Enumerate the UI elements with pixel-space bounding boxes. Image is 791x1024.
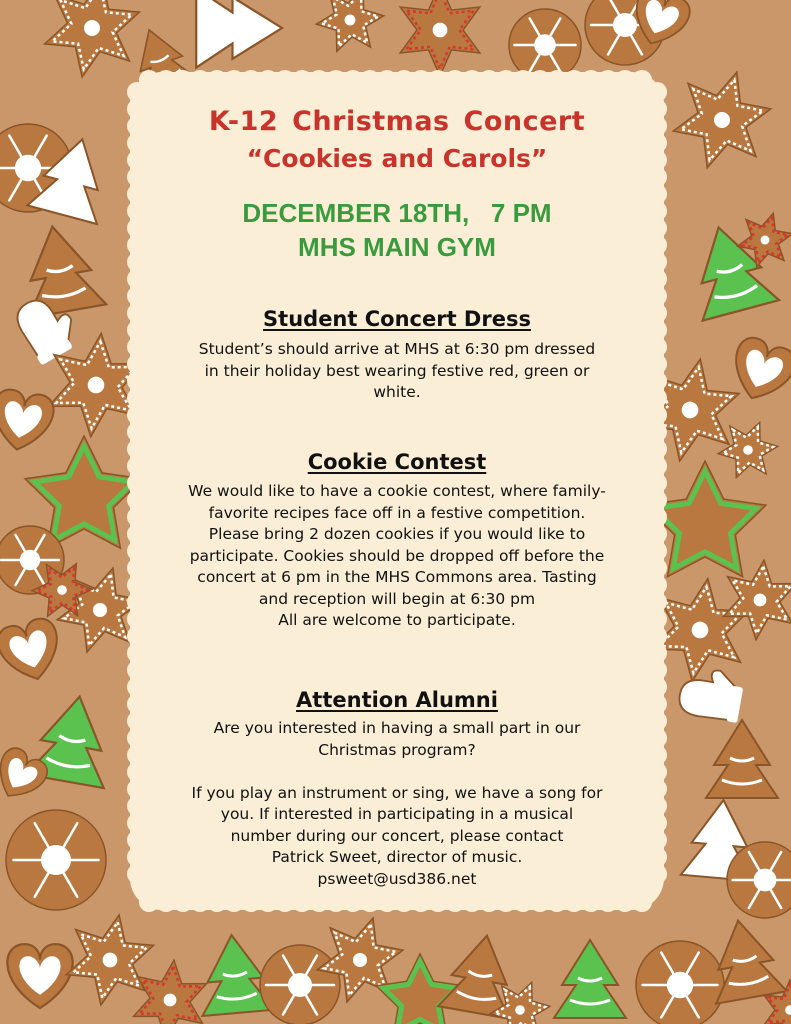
dress-line: white. [373,383,421,401]
gingerbread-star-cookie [134,960,207,1024]
dress-heading: Student Concert Dress [263,307,531,331]
gingerbread-snowflake-cookie [6,810,106,910]
contest-text [136,481,658,632]
gingerbread-star-cookie [376,954,463,1024]
alumni-text [136,718,658,890]
contest-line: Please bring 2 dozen cookies if you would like to [208,525,586,543]
gingerbread-mitten-cookie [677,665,746,723]
alumni-line: If you play an instrument or sing, we have a song for [191,783,603,802]
gingerbread-heart-cookie [7,944,72,1008]
contest-line: concert at 6 pm in the MHS Commons area. Tasting [197,568,597,586]
gingerbread-star-cookie [673,72,771,168]
gingerbread-snowflake-cookie [260,945,340,1024]
gingerbread-star-cookie [718,422,778,477]
concert-title: K-12 Christmas Concert [208,106,586,137]
alumni-heading: Attention Alumni [296,688,498,712]
concert-subtitle: “Cookies and Carols” [246,144,548,173]
dress-text [136,339,658,404]
alumni-line: number during our concert, please contact [230,826,564,845]
alumni-line: Christmas program? [318,740,476,759]
gingerbread-heart-cookie [0,615,66,686]
contact-email[interactable]: psweet@usd386.net [317,869,477,888]
contest-line: All are welcome to participate. [278,611,516,629]
event-location: MHS MAIN GYM [298,232,496,262]
gingerbread-tree-cookie [706,720,778,798]
contest-line: participate. Cookies should be dropped off before the [189,546,605,565]
gingerbread-star-cookie [45,0,140,77]
contest-line: favorite recipes face off in a festive competition. [208,503,586,522]
dress-line: in their holiday best wearing festive red, green or [204,361,590,380]
contest-line: and reception will begin at 6:30 pm [258,589,536,608]
gingerbread-tree-cookie [554,940,626,1018]
gingerbread-heart-cookie [0,744,52,808]
gingerbread-heart-cookie [0,387,56,455]
contest-line: We would like to have a cookie contest, where family- [188,482,606,500]
gingerbread-star-cookie [66,915,153,1005]
gingerbread-star-cookie [400,0,480,76]
contest-heading: Cookie Contest [307,450,487,474]
dress-line: Student’s should arrive at MHS at 6:30 pm dressed [198,340,596,358]
gingerbread-star-cookie [316,0,383,51]
event-date-time: DECEMBER 18TH, 7 PM [242,198,552,228]
gingerbread-snowflake-cookie [636,941,724,1024]
alumni-line: you. If interested in participating in a musical [220,805,574,823]
alumni-line [136,761,658,783]
gingerbread-tree-cookie [196,0,282,68]
alumni-line: Patrick Sweet, director of music. [271,848,523,866]
alumni-line: Are you interested in having a small part in our [213,719,581,737]
